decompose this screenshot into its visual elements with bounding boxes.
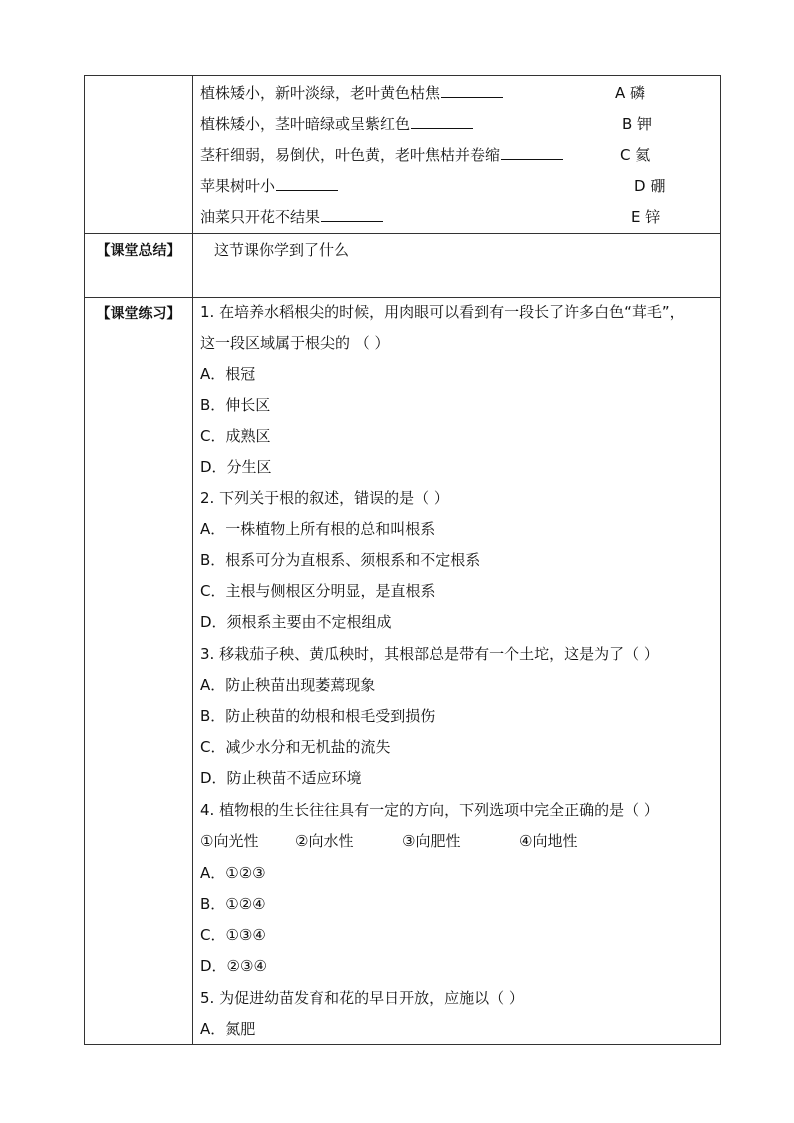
row-divider-1 xyxy=(85,233,720,234)
q1-stem-line2: 这一段区域属于根尖的 （ ） xyxy=(200,334,390,352)
q2-option-b[interactable]: B．根系可分为直根系、须根系和不定根系 xyxy=(200,551,481,569)
q4-option-b[interactable]: B．①②④ xyxy=(200,895,266,913)
q4-item-3: ③向肥性 xyxy=(402,832,461,850)
element-option: D 硼 xyxy=(634,177,666,195)
answer-blank[interactable] xyxy=(321,207,383,222)
symptom-text: 植株矮小，茎叶暗绿或呈紫红色 xyxy=(200,115,411,133)
q2-stem: 2. 下列关于根的叙述，错误的是（ ） xyxy=(200,489,449,507)
element-option: C 氦 xyxy=(620,146,651,164)
column-divider xyxy=(192,76,193,1044)
matching-row-5 xyxy=(200,207,383,227)
matching-row-1 xyxy=(200,83,503,103)
q5-stem: 5. 为促进幼苗发育和花的早日开放，应施以（ ） xyxy=(200,989,524,1007)
answer-blank[interactable] xyxy=(411,114,473,129)
q3-option-d[interactable]: D．防止秧苗不适应环境 xyxy=(200,769,362,787)
q4-item-1: ①向光性 xyxy=(200,832,259,850)
q4-option-a[interactable]: A．①②③ xyxy=(200,864,266,882)
row-divider-2 xyxy=(85,297,720,298)
q1-option-d[interactable]: D．分生区 xyxy=(200,458,272,476)
matching-row-3 xyxy=(200,145,563,165)
q2-option-c[interactable]: C．主根与侧根区分明显，是直根系 xyxy=(200,582,436,600)
element-option: E 锌 xyxy=(631,208,661,226)
matching-row-4 xyxy=(200,176,338,196)
q3-option-a[interactable]: A．防止秧苗出现萎蔫现象 xyxy=(200,676,376,694)
q4-item-2: ②向水性 xyxy=(295,832,354,850)
worksheet-table xyxy=(84,75,721,1045)
symptom-text: 油菜只开花不结果 xyxy=(200,208,321,226)
q3-option-b[interactable]: B．防止秧苗的幼根和根毛受到损伤 xyxy=(200,707,436,725)
summary-label: 【课堂总结】 xyxy=(96,243,181,259)
q2-option-d[interactable]: D．须根系主要由不定根组成 xyxy=(200,613,392,631)
q1-option-b[interactable]: B．伸长区 xyxy=(200,396,271,414)
symptom-text: 植株矮小，新叶淡绿，老叶黄色枯焦 xyxy=(200,84,441,102)
q1-stem-line1: 1. 在培养水稻根尖的时候，用肉眼可以看到有一段长了许多白色“茸毛”， xyxy=(200,303,685,321)
element-option: B 钾 xyxy=(622,115,653,133)
q1-option-c[interactable]: C．成熟区 xyxy=(200,427,271,445)
q3-option-c[interactable]: C．减少水分和无机盐的流失 xyxy=(200,738,391,756)
q3-stem: 3. 移栽茄子秧、黄瓜秧时，其根部总是带有一个土坨，这是为了（ ） xyxy=(200,645,659,663)
q4-option-c[interactable]: C．①③④ xyxy=(200,926,266,944)
q4-option-d[interactable]: D．②③④ xyxy=(200,957,267,975)
q4-stem: 4. 植物根的生长往往具有一定的方向，下列选项中完全正确的是（ ） xyxy=(200,801,659,819)
symptom-text: 苹果树叶小 xyxy=(200,177,276,195)
q2-option-a[interactable]: A．一株植物上所有根的总和叫根系 xyxy=(200,520,436,538)
answer-blank[interactable] xyxy=(501,145,563,160)
symptom-text: 茎秆细弱，易倒伏，叶色黄，老叶焦枯并卷缩 xyxy=(200,146,501,164)
q1-option-a[interactable]: A．根冠 xyxy=(200,365,256,383)
element-option: A 磷 xyxy=(615,84,646,102)
summary-prompt: 这节课你学到了什么 xyxy=(214,241,350,259)
practice-label: 【课堂练习】 xyxy=(96,306,181,322)
answer-blank[interactable] xyxy=(276,176,338,191)
q4-item-4: ④向地性 xyxy=(519,832,578,850)
q5-option-a[interactable]: A．氮肥 xyxy=(200,1020,256,1038)
answer-blank[interactable] xyxy=(441,83,503,98)
matching-row-2 xyxy=(200,114,473,134)
